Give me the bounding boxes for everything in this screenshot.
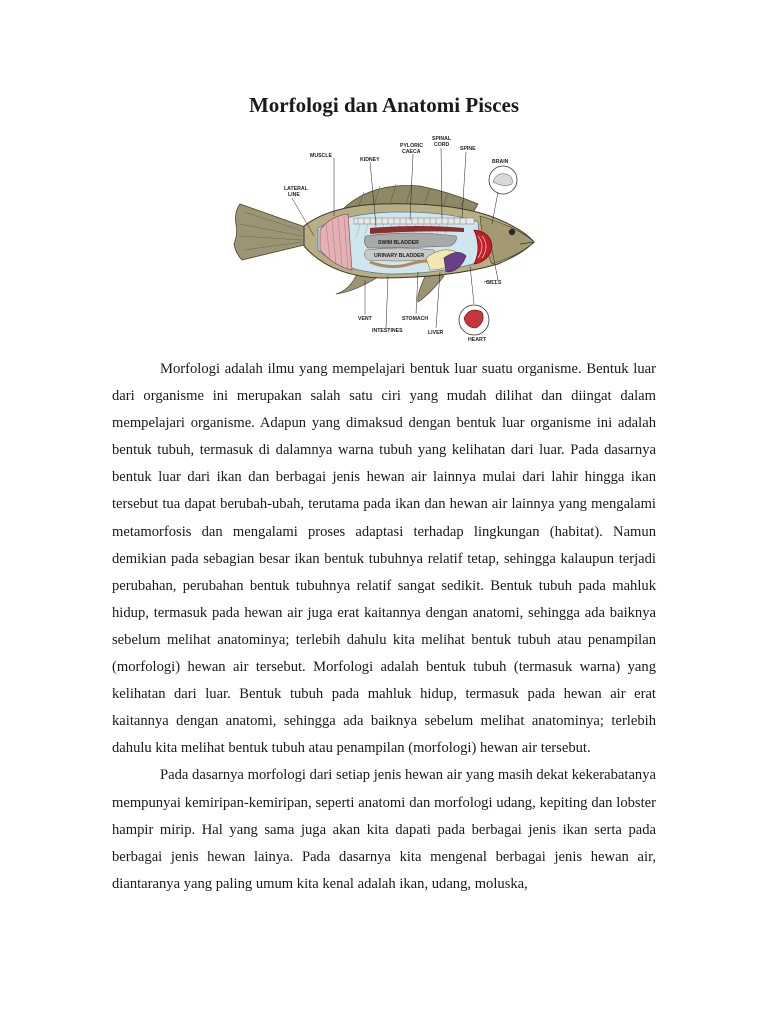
label-muscle: MUSCLE <box>310 153 332 159</box>
label-swim-bladder: SWIM BLADDER <box>378 240 419 246</box>
label-caeca: CAECA <box>402 149 421 155</box>
label-intestines: INTESTINES <box>372 328 403 334</box>
paragraph: Pada dasarnya morfologi dari setiap jenis hewan air yang masih dekat kekerabatanya mempunyai kemiripan-kemiripan, seperti anatomi dan morfologi udang, kepiting dan lobster hampir mirip. Hal yang sama juga akan kita dapati pada berbagai jenis ikan serta pada berbagai jenis hewan lainya. Pada dasarnya kita mengenal berbagai jenis hewan air, diantaranya yang paling umum kita kenal adalah ikan, udang, moluska, <box>112 767 656 892</box>
label-stomach: STOMACH <box>402 316 429 322</box>
pelvic-fin <box>418 274 444 302</box>
label-spinal: SPINAL <box>432 136 452 142</box>
fish-anatomy-illustration <box>230 132 540 344</box>
label-kidney: KIDNEY <box>360 157 380 163</box>
label-pyloric: PYLORIC <box>400 143 424 149</box>
label-gills: GILLS <box>486 280 502 286</box>
fish-anatomy-figure <box>230 132 540 344</box>
label-spine: SPINE <box>460 146 476 152</box>
label-line: LINE <box>288 192 300 198</box>
label-cord: CORD <box>434 142 450 148</box>
label-lateral: LATERAL <box>284 186 308 192</box>
eye <box>509 229 515 235</box>
paragraph: Morfologi adalah ilmu yang mempelajari bentuk luar suatu organisme. Bentuk luar dari organisme ini merupakan salah satu ciri yang mudah dilihat dan diingat dalam mempelajari organisme. Adapun yang dimaksud dengan bentuk luar organisme ini adalah bentuk tubuh, termasuk di dalamnya warna tubuh yang kelihatan dari luar. Pada dasarnya bentuk luar dari ikan dan berbagai jenis hewan air lainnya mulai dari lahir hingga ikan tersebut tua dapat berubah-ubah, terutama pada ikan dan hewan air lainnya yang mengalami metamorfosis dan mengalami proses adaptasi terhadap lingkungan (habitat). Namun demikian pada sebagian besar ikan bentuk tubuhnya relatif tetap, sehingga kalaupun terjadi perubahan, perubahan bentuk tubuhnya relatif sangat sedikit. Bentuk tubuh pada mahluk hidup, termasuk pada hewan air juga erat kaitannya dengan anatomi, sehingga ada baiknya sebelum melihat anatominya; terlebih dahulu kita melihat bentuk tubuh atau penampilan (morfologi) hewan air tersebut. Morfologi adalah bentuk tubuh (termasuk warna) yang kelihatan dari luar. Bentuk tubuh pada mahluk hidup, termasuk pada hewan air erat kaitannya dengan anatomi, sehingga ada baiknya sebelum melihat anatominya; terlebih dahulu kita melihat bentuk tubuh atau penampilan (morfologi) hewan air tersebut. <box>112 361 656 757</box>
label-vent: VENT <box>358 316 372 322</box>
label-urinary-bladder: URINARY BLADDER <box>374 253 425 259</box>
label-brain: BRAIN <box>492 159 509 165</box>
page-title: Morfologi dan Anatomi Pisces <box>248 93 520 117</box>
article-body <box>112 356 656 898</box>
label-heart: HEART <box>468 337 486 343</box>
label-liver: LIVER <box>428 330 444 336</box>
